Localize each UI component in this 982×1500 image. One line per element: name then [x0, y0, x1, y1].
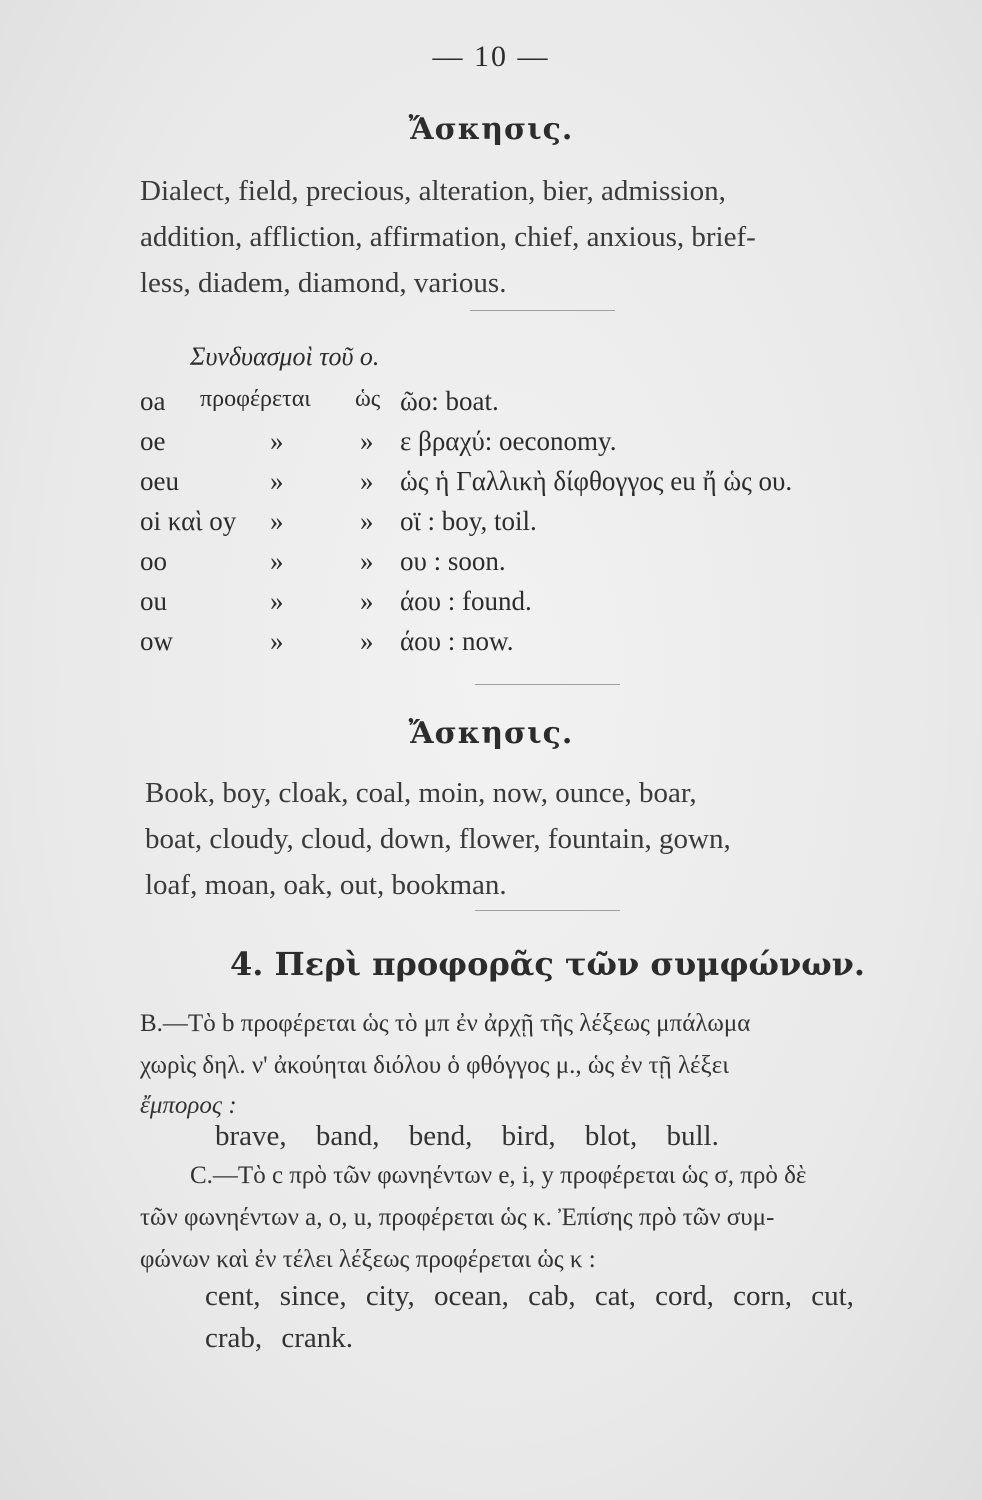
section-title: 4. Περὶ προφορᾶς τῶν συμφώνων.	[230, 945, 865, 983]
combination-as: ὡς	[355, 386, 381, 412]
combination-verb: »	[270, 426, 284, 456]
combination-letters: ou	[140, 586, 167, 616]
c-rule-line: C.—Τὸ c πρὸ τῶν φωνηέντων e, i, y προφέρεται ὡς σ, πρὸ δὲ	[190, 1162, 807, 1189]
combinations-title: Συνδυασμοὶ τοῦ o.	[190, 342, 380, 371]
combination-as: »	[360, 626, 374, 656]
exercise-2-line: boat, cloudy, cloud, down, flower, fountain, gown,	[145, 823, 731, 855]
combination-row	[140, 386, 940, 426]
page-number: — 10 —	[432, 40, 550, 73]
exercise-1-line: Dialect, field, precious, alteration, bier, admission,	[140, 175, 726, 207]
b-rule-line: χωρὶς δηλ. ν' ἀκούηται διόλου ὁ φθόγγος μ., ὡς ἐν τῇ λέξει	[140, 1052, 729, 1079]
combination-example: άου : found.	[400, 586, 532, 616]
combination-letters: oe	[140, 426, 166, 456]
c-examples-line: crab, crank.	[205, 1322, 354, 1354]
combination-letters: oa	[140, 386, 166, 416]
combination-example: άου : now.	[400, 626, 514, 656]
combination-verb: »	[270, 506, 284, 536]
exercise-1-text	[140, 168, 940, 306]
combination-row	[140, 426, 940, 466]
combination-verb: »	[270, 466, 284, 496]
combination-row	[140, 466, 940, 506]
combination-example: ου : soon.	[400, 546, 506, 576]
exercise-heading-2: Ἄσκησις.	[408, 716, 574, 751]
c-examples-line: cent, since, city, ocean, cab, cat, cord, corn, cut,	[205, 1280, 854, 1312]
combination-letters: oi καὶ oy	[140, 506, 237, 536]
combination-row	[140, 506, 940, 546]
b-examples: brave, band, bend, bird, blot, bull.	[215, 1120, 719, 1152]
exercise-heading-1: Ἄσκησις.	[408, 112, 574, 147]
combination-example: ῶο: boat.	[400, 386, 499, 416]
b-rule-line: ἔμπορος :	[140, 1092, 237, 1119]
combination-as: »	[360, 506, 374, 536]
combination-as: »	[360, 466, 374, 496]
exercise-2-line: loaf, moan, oak, out, bookman.	[145, 869, 507, 901]
combination-verb: προφέρεται	[200, 386, 311, 412]
combination-letters: oeu	[140, 466, 179, 496]
divider	[475, 684, 620, 685]
combination-letters: oo	[140, 546, 167, 576]
c-rule-line: φώνων καὶ ἐν τέλει λέξεως προφέρεται ὡς κ :	[140, 1246, 596, 1273]
combination-row	[140, 586, 940, 626]
combination-as: »	[360, 426, 374, 456]
divider	[470, 310, 615, 311]
combination-letters: ow	[140, 626, 173, 656]
combination-row	[140, 546, 940, 586]
divider	[475, 910, 620, 911]
exercise-2-line: Book, boy, cloak, coal, moin, now, ounce, boar,	[145, 777, 697, 809]
combination-as: »	[360, 546, 374, 576]
exercise-1-line: addition, affliction, affirmation, chief, anxious, brief-	[140, 221, 756, 253]
combination-verb: »	[270, 546, 284, 576]
combination-verb: »	[270, 586, 284, 616]
combination-example: οϊ : boy, toil.	[400, 506, 537, 536]
combination-as: »	[360, 586, 374, 616]
c-rule-line: τῶν φωνηέντων a, o, u, προφέρεται ὡς κ. Ἐπίσης πρὸ τῶν συμ-	[140, 1204, 775, 1231]
combination-row	[140, 626, 940, 666]
combination-example: ὡς ἡ Γαλλικὴ δίφθογγος eu ἤ ὡς ου.	[400, 466, 793, 496]
exercise-2-text	[145, 770, 950, 908]
b-rule-line: B.—Τὸ b προφέρεται ὡς τὸ μπ ἐν ἀρχῇ τῆς λέξεως μπάλωμα	[140, 1010, 751, 1037]
exercise-1-line: less, diadem, diamond, various.	[140, 267, 507, 299]
combination-example: ε βραχύ: oeconomy.	[400, 426, 617, 456]
combination-verb: »	[270, 626, 284, 656]
